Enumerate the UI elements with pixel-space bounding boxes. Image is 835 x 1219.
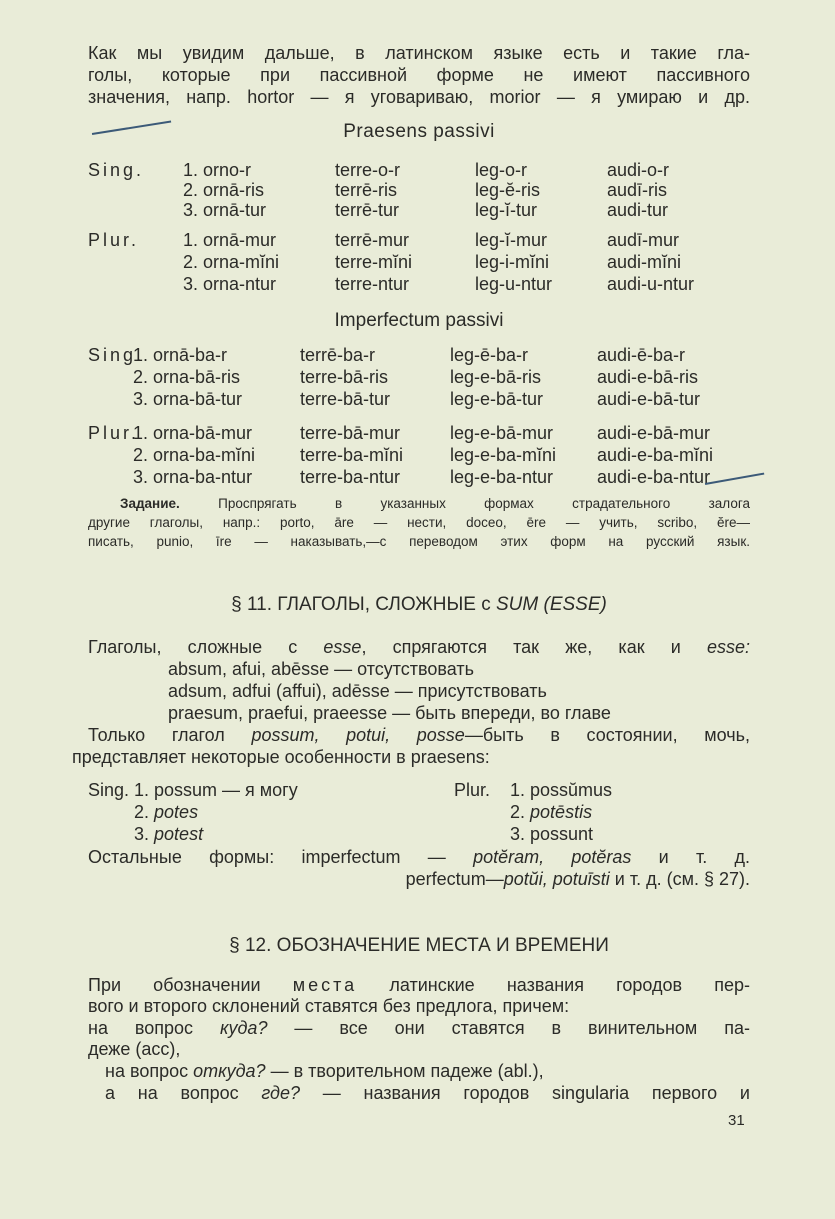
text-line: представляет некоторые особенности в praesens:: [72, 747, 490, 767]
verb-form: terre-bā-tur: [300, 389, 391, 409]
text-line: [105, 1082, 750, 1104]
t: — названия городов singularia первого и: [300, 1083, 750, 1103]
verb-form: terrē-ba-r: [300, 345, 376, 365]
verb-form: audi-e-bā-ris: [597, 367, 699, 387]
t: и т. д. (см. § 27).: [609, 869, 750, 889]
verb-form: leg-ĭ-mur: [475, 230, 548, 250]
verb-form: terre-o-r: [335, 160, 401, 180]
verb-form: 3. orna-bā-tur: [133, 389, 243, 409]
t: При обозначении: [88, 975, 293, 995]
text-line: [88, 724, 750, 746]
verb-form: 2. orna-ba-mĭni: [133, 445, 256, 465]
verb-form: 2. orna-mĭni: [183, 252, 280, 272]
text-line: absum, afui, abēsse — отсутствовать: [168, 659, 475, 679]
t: esse:: [706, 637, 750, 657]
verb-form: terre-bā-mur: [300, 423, 401, 443]
praesens-heading: Praesens passivi: [343, 121, 495, 142]
t: Только глагол: [88, 725, 252, 745]
sing-label: Sing.: [88, 345, 145, 365]
verb-form: audi-e-ba-ntur: [597, 467, 711, 487]
verb-form: audi-o-r: [607, 160, 670, 180]
heading-text: § 11. ГЛАГОЛЫ, СЛОЖНЫЕ с: [231, 594, 496, 615]
verb-form: audi-mĭni: [607, 252, 682, 272]
verb-form: terre-ba-mĭni: [300, 445, 404, 465]
task-text: Проспрягать в указанных формах страдательного залога: [218, 496, 750, 511]
verb-form: leg-ĕ-ris: [475, 180, 541, 200]
text-line: вого и второго склонений ставятся без предлога, причем:: [88, 996, 570, 1016]
verb-form: leg-e-bā-ris: [450, 367, 542, 387]
t: откуда?: [193, 1061, 266, 1081]
verb-form: terrē-tur: [335, 200, 400, 220]
verb-form: leg-e-bā-tur: [450, 389, 544, 409]
verb-form: terrē-ris: [335, 180, 397, 200]
t: 3.: [134, 824, 150, 844]
t: куда?: [219, 1018, 268, 1038]
t: —быть в состоянии, мочь,: [464, 725, 750, 745]
sing-label: Sing.: [88, 160, 145, 180]
verb-form: audī-mur: [607, 230, 680, 250]
verb-form: audi-e-bā-mur: [597, 423, 711, 443]
pencil-mark: [705, 473, 764, 485]
t: — в творительном падеже (abl.),: [265, 1061, 544, 1081]
form: 1. possum — я могу: [134, 780, 298, 800]
t: — все они ставятся в винительном па-: [267, 1018, 750, 1038]
text-line: [88, 636, 750, 658]
t: и т. д.: [631, 847, 750, 867]
verb-form: terre-mĭni: [335, 252, 413, 272]
verb-form: 2. ornā-ris: [183, 180, 265, 200]
verb-form: audi-e-bā-tur: [597, 389, 701, 409]
verb-form: 1. ornā-mur: [183, 230, 277, 250]
intro-line: значения, напр. hortor — я уговариваю, morior — я умираю и др.: [88, 87, 750, 107]
verb-form: terre-ntur: [335, 274, 410, 294]
form: 3. possunt: [510, 824, 594, 844]
page-number: 31: [728, 1112, 745, 1129]
verb-form: terrē-mur: [335, 230, 410, 250]
text-line: [88, 846, 750, 868]
t: на вопрос: [88, 1018, 220, 1038]
t: Глаголы, сложные с: [88, 637, 324, 657]
task-line: писать, punio, īre — наказывать,—с переводом этих форм на русский язык.: [88, 534, 750, 549]
t: potēstis: [530, 802, 593, 822]
t: 2.: [134, 802, 150, 822]
t: а на вопрос: [105, 1083, 262, 1103]
verb-form: 1. orno-r: [183, 160, 252, 180]
verb-form: 3. orna-ntur: [183, 274, 277, 294]
t: perfectum—: [405, 869, 504, 889]
heading-italic: SUM (ESSE): [496, 594, 607, 615]
verb-form: leg-e-ba-mĭni: [450, 445, 557, 465]
verb-form: terre-ba-ntur: [300, 467, 401, 487]
verb-form: audi-e-ba-mĭni: [597, 445, 714, 465]
form: [134, 801, 198, 823]
verb-form: leg-ē-ba-r: [450, 345, 529, 365]
verb-form: audi-u-ntur: [607, 274, 695, 294]
verb-form: leg-u-ntur: [475, 274, 553, 294]
verb-form: audī-ris: [607, 180, 668, 200]
verb-form: audi-tur: [607, 200, 669, 220]
text-line: praesum, praefui, praeesse — быть впереди, во главе: [168, 703, 611, 723]
t: латинские названия городов пер-: [357, 975, 750, 995]
imperfectum-heading: Imperfectum passivi: [334, 310, 504, 331]
verb-form: leg-e-ba-ntur: [450, 467, 554, 487]
t: где?: [261, 1083, 301, 1103]
t: esse: [323, 637, 362, 657]
t: на вопрос: [105, 1061, 194, 1081]
intro-line: Как мы увидим дальше, в латинском языке есть и такие гла-: [88, 43, 750, 63]
verb-form: 2. orna-bā-ris: [133, 367, 241, 387]
text-line: [88, 1017, 750, 1039]
t: , спрягаются так же, как и: [361, 637, 707, 657]
t: potest: [154, 824, 204, 844]
verb-form: leg-o-r: [475, 160, 528, 180]
form: [510, 801, 592, 823]
t: Остальные формы: imperfectum —: [88, 847, 474, 867]
verb-form: 1. ornā-ba-r: [133, 345, 228, 365]
verb-form: 3. orna-ba-ntur: [133, 467, 253, 487]
intro-line: голы, которые при пассивной форме не имеют пассивного: [88, 65, 750, 85]
text-line: [105, 1060, 544, 1082]
verb-form: audi-ē-ba-r: [597, 345, 686, 365]
form: 1. possŭmus: [510, 780, 613, 800]
text-line: [88, 974, 750, 996]
verb-form: leg-ĭ-tur: [475, 200, 538, 220]
plur-label: Plur.: [88, 230, 140, 250]
verb-form: terre-bā-ris: [300, 367, 389, 387]
task-line: другие глаголы, напр.: porto, āre — нести, doceo, ēre — учить, scribo, ĕre—: [88, 515, 750, 530]
t: potes: [154, 802, 199, 822]
section-12-heading: § 12. ОБОЗНАЧЕНИЕ МЕСТА И ВРЕМЕНИ: [229, 935, 609, 956]
text-line: adsum, adfui (affui), adēsse — присутствовать: [168, 681, 547, 701]
t: 2.: [510, 802, 526, 822]
verb-form: leg-e-bā-mur: [450, 423, 554, 443]
t: potĕram, potĕras: [473, 847, 632, 867]
plur-label: Plur.: [88, 423, 140, 443]
task-label: Задание.: [120, 496, 180, 511]
section-11-heading: [88, 594, 750, 616]
verb-form: 1. orna-bā-mur: [133, 423, 253, 443]
t: potŭi, potuīsti: [503, 869, 610, 889]
label: Sing.: [88, 780, 130, 800]
text-line: деже (acc),: [88, 1039, 181, 1059]
t: места: [292, 975, 358, 995]
label: Plur.: [454, 780, 491, 800]
text-line: [406, 868, 750, 890]
verb-form: leg-i-mĭni: [475, 252, 550, 272]
verb-form: 3. ornā-tur: [183, 200, 267, 220]
form: [134, 823, 203, 845]
t: possum, potui, posse: [251, 725, 465, 745]
